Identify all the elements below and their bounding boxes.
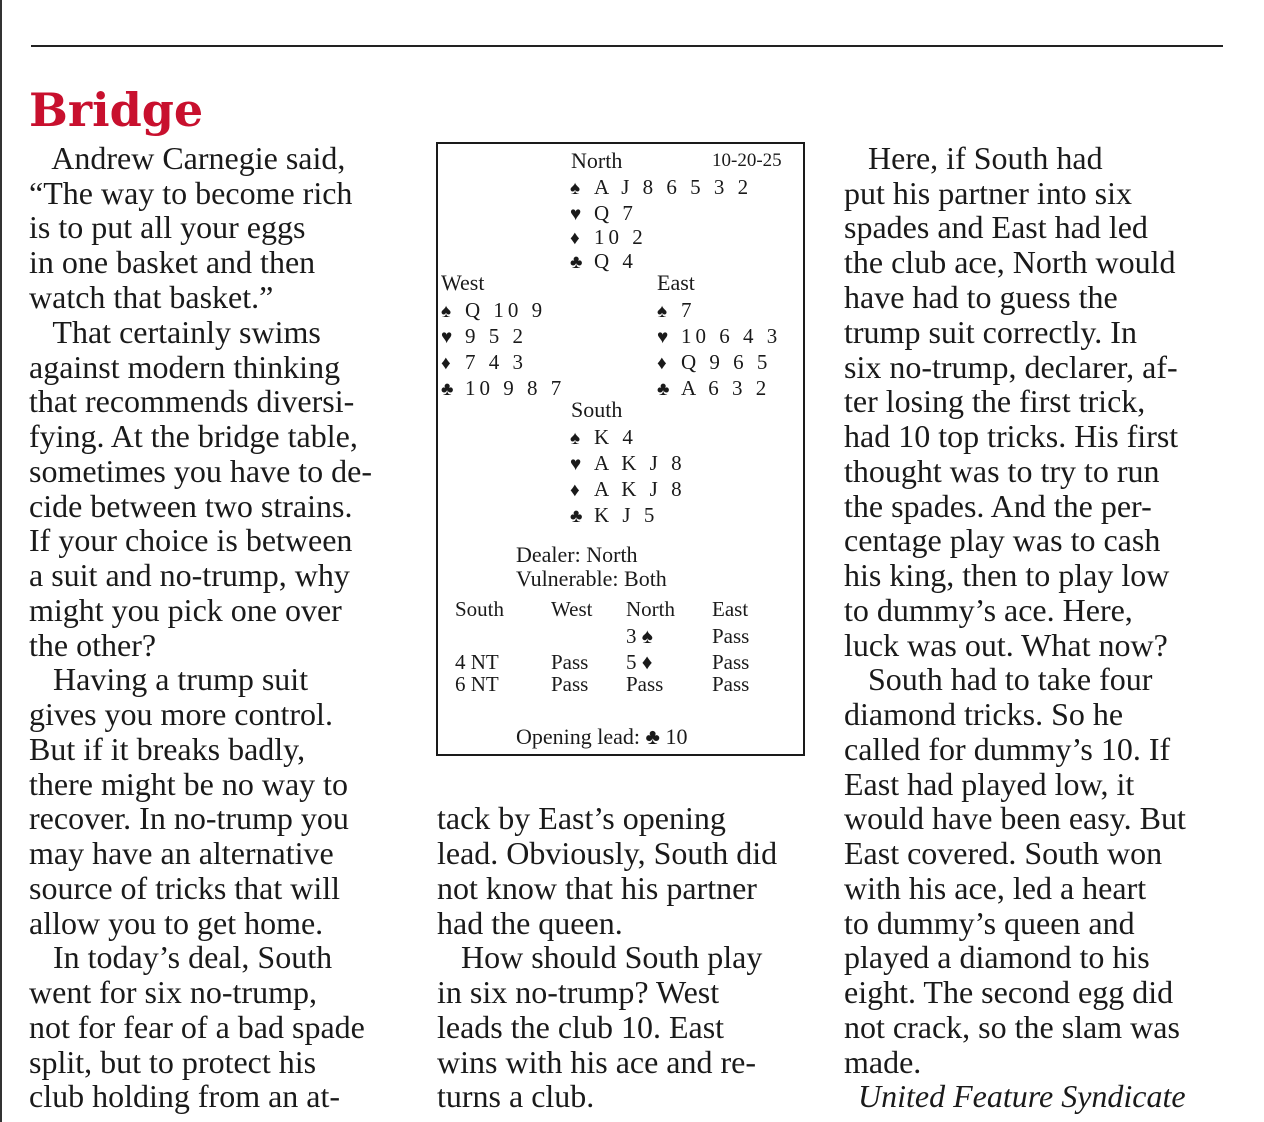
south-diamonds: ♦ A K J 8 — [570, 476, 686, 504]
auction-header-east: East — [712, 597, 749, 621]
auction-bid: Pass — [626, 672, 664, 696]
column-left-line: might you pick one over — [29, 592, 342, 628]
spade-icon: ♠ — [570, 178, 585, 199]
auction-bid: 5 ♦ — [626, 650, 653, 674]
column-left-line: cide between two strains. — [29, 488, 353, 524]
column-right-line: spades and East had led — [844, 209, 1148, 245]
column-right-line: played a diamond to his — [844, 939, 1150, 975]
north-spades: ♠ A J 8 6 5 3 2 — [570, 174, 752, 202]
column-right-line: East had played low, it — [844, 766, 1135, 802]
spade-icon: ♠ — [570, 428, 585, 449]
column-right-line: six no-trump, declarer, af- — [844, 349, 1178, 385]
west-label: West — [441, 270, 485, 295]
column-right-line: trump suit correctly. In — [844, 314, 1137, 350]
column-left-line: a suit and no-trump, why — [29, 557, 350, 593]
auction-header-north: North — [626, 597, 675, 621]
syndicate-credit: United Feature Syndicate — [858, 1078, 1186, 1114]
column-right-line: East covered. South won — [844, 835, 1163, 871]
diamond-icon: ♦ — [657, 353, 671, 374]
column-right-line: Here, if South had — [844, 140, 1103, 176]
heart-icon: ♥ — [657, 327, 673, 348]
column-left-line: not for fear of a bad spade — [29, 1009, 365, 1045]
column-left-line: there might be no way to — [29, 766, 349, 802]
column-left-line: went for six no-trump, — [29, 974, 317, 1010]
left-border-rule — [0, 0, 2, 1122]
column-right-line: not crack, so the slam was — [844, 1009, 1180, 1045]
column-left-line: But if it breaks badly, — [29, 731, 306, 767]
spade-icon: ♠ — [441, 301, 456, 322]
column-left-line: gives you more control. — [29, 696, 333, 732]
west-spades: ♠ Q 10 9 — [441, 297, 546, 325]
club-icon: ♣ — [570, 506, 587, 527]
club-icon: ♣ — [570, 252, 587, 273]
column-left-line: allow you to get home. — [29, 905, 324, 941]
column-right-line: called for dummy’s 10. If — [844, 731, 1171, 767]
column-title: Bridge — [29, 83, 204, 137]
column-right-line: put his partner into six — [844, 175, 1132, 211]
column-left-line: against modern thinking — [29, 349, 341, 385]
column-right-line: would have been easy. But — [844, 800, 1186, 836]
north-label: North — [571, 148, 623, 173]
column-middle-line: not know that his partner — [437, 870, 757, 906]
column-right-line: to dummy’s ace. Here, — [844, 592, 1133, 628]
club-icon: ♣ — [441, 379, 458, 400]
column-middle-line: had the queen. — [437, 905, 623, 941]
diamond-icon: ♦ — [441, 353, 455, 374]
column-left-line: watch that basket.” — [29, 279, 274, 315]
column-right-line: to dummy’s queen and — [844, 905, 1135, 941]
column-left-line: Andrew Carnegie said, — [29, 140, 346, 176]
bridge-deal-diagram — [436, 142, 805, 756]
column-middle-line: How should South play — [437, 939, 763, 975]
section-divider — [31, 45, 1223, 47]
column-left-line: is to put all your eggs — [29, 209, 306, 245]
heart-icon: ♥ — [570, 204, 586, 225]
column-middle-line: leads the club 10. East — [437, 1009, 725, 1045]
column-right-line: eight. The second egg did — [844, 974, 1174, 1010]
east-label: East — [657, 270, 695, 295]
column-right-line: the spades. And the per- — [844, 488, 1152, 524]
north-clubs: ♣ Q 4 — [570, 248, 637, 276]
heart-icon: ♥ — [570, 454, 586, 475]
auction-bid: Pass — [712, 672, 750, 696]
auction-bid: Pass — [551, 650, 589, 674]
column-left-line: fying. At the bridge table, — [29, 418, 358, 454]
north-hearts: ♥ Q 7 — [570, 200, 637, 228]
dealer-info: Dealer: North — [516, 542, 638, 567]
column-left-line: club holding from an at- — [29, 1078, 341, 1114]
west-diamonds: ♦ 7 4 3 — [441, 349, 527, 377]
diamond-icon: ♦ — [570, 480, 584, 501]
south-clubs: ♣ K J 5 — [570, 502, 658, 530]
opening-lead: Opening lead: ♣ 10 — [516, 724, 688, 749]
south-spades: ♠ K 4 — [570, 424, 637, 452]
south-hearts: ♥ A K J 8 — [570, 450, 686, 478]
column-right-line: thought was to try to run — [844, 453, 1160, 489]
column-right-line: luck was out. What now? — [844, 627, 1168, 663]
column-left-line: Having a trump suit — [29, 661, 309, 697]
column-left-line: in one basket and then — [29, 244, 316, 280]
column-middle-line: lead. Obviously, South did — [437, 835, 778, 871]
column-left-line: “The way to become rich — [29, 175, 353, 211]
south-label: South — [571, 397, 623, 422]
auction-bid: Pass — [712, 650, 750, 674]
column-right-line: made. — [844, 1044, 922, 1080]
column-middle-line: in six no-trump? West — [437, 974, 720, 1010]
auction-bid: Pass — [712, 624, 750, 648]
heart-icon: ♥ — [441, 327, 457, 348]
column-right-line: ter losing the first trick, — [844, 383, 1146, 419]
diamond-icon: ♦ — [570, 228, 584, 249]
auction-header-west: West — [551, 597, 593, 621]
column-right-line: South had to take four — [844, 661, 1153, 697]
column-right-line: centage play was to cash — [844, 522, 1161, 558]
column-left-line: sometimes you have to de- — [29, 453, 373, 489]
column-left-line: the other? — [29, 627, 157, 663]
spade-icon: ♠ — [657, 301, 672, 322]
column-left-line: recover. In no-trump you — [29, 800, 349, 836]
deal-date: 10-20-25 — [712, 150, 782, 171]
column-left-line: That certainly swims — [29, 314, 321, 350]
column-right-line: have had to guess the — [844, 279, 1118, 315]
east-hearts: ♥ 10 6 4 3 — [657, 323, 781, 351]
auction-header-south: South — [455, 597, 505, 621]
column-left-line: may have an alternative — [29, 835, 334, 871]
column-right-line: diamond tricks. So he — [844, 696, 1124, 732]
auction-bid: Pass — [551, 672, 589, 696]
west-clubs: ♣ 10 9 8 7 — [441, 375, 565, 403]
west-hearts: ♥ 9 5 2 — [441, 323, 527, 351]
auction-bid: 6 NT — [455, 672, 499, 696]
column-middle-line: wins with his ace and re- — [437, 1044, 757, 1080]
column-left-line: split, but to protect his — [29, 1044, 317, 1080]
east-diamonds: ♦ Q 9 6 5 — [657, 349, 771, 377]
east-spades: ♠ 7 — [657, 297, 696, 325]
club-icon: ♣ — [657, 379, 674, 400]
column-right-line: with his ace, led a heart — [844, 870, 1147, 906]
column-middle-line: tack by East’s opening — [437, 800, 726, 836]
column-left-line: source of tricks that will — [29, 870, 341, 906]
column-left-line: In today’s deal, South — [29, 939, 333, 975]
column-right-line: had 10 top tricks. His first — [844, 418, 1179, 454]
column-right-line: the club ace, North would — [844, 244, 1176, 280]
vulnerability-info: Vulnerable: Both — [516, 566, 667, 591]
column-left-line: that recommends diversi- — [29, 383, 355, 419]
auction-bid: 3 ♠ — [626, 624, 653, 648]
auction-bid: 4 NT — [455, 650, 499, 674]
column-middle-line: turns a club. — [437, 1078, 595, 1114]
column-left-line: If your choice is between — [29, 522, 353, 558]
east-clubs: ♣ A 6 3 2 — [657, 375, 770, 403]
column-right-line: his king, then to play low — [844, 557, 1170, 593]
north-diamonds: ♦ 10 2 — [570, 224, 647, 252]
